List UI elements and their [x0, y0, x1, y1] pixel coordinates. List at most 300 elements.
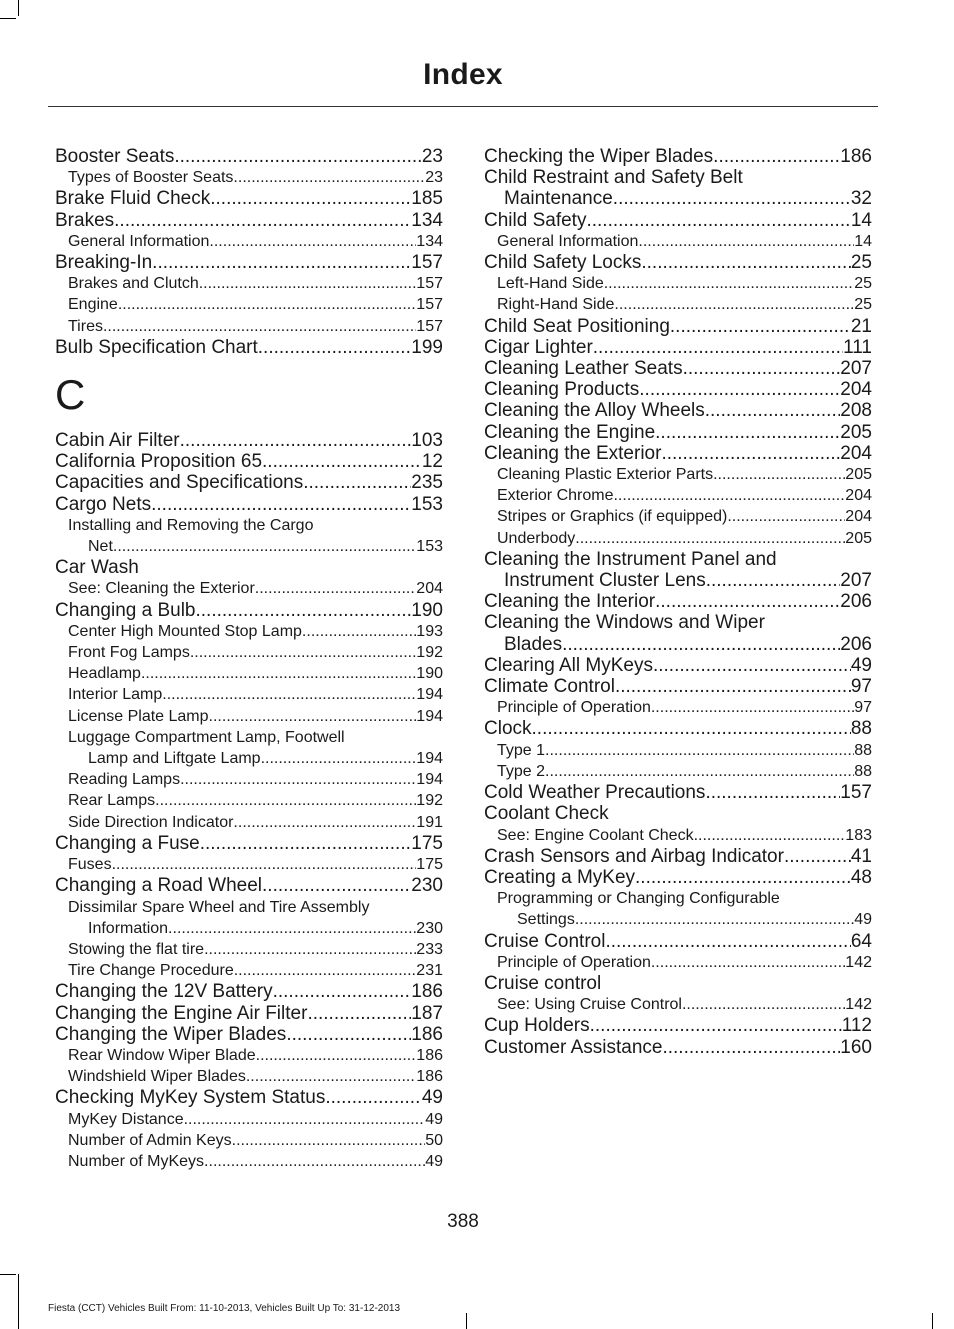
leader-dots	[168, 918, 416, 939]
leader-dots	[655, 422, 840, 443]
entry-text: Rear Lamps	[68, 792, 156, 810]
leader-dots	[256, 1045, 417, 1066]
index-entry	[484, 782, 872, 803]
leader-dots	[586, 210, 850, 231]
index-subentry	[484, 888, 872, 930]
entry-continuation: Settings	[517, 911, 575, 929]
entry-page-number: 199	[411, 336, 443, 358]
index-subentry	[55, 316, 443, 337]
leader-dots	[210, 188, 411, 209]
entry-page-number: 14	[854, 232, 872, 250]
index-subentry	[55, 939, 443, 960]
leader-dots	[155, 790, 416, 811]
entry-text: Reading Lamps	[68, 771, 181, 789]
entry-continuation: Net	[88, 538, 113, 556]
index-subentry	[484, 231, 872, 252]
entry-text: Center High Mounted Stop Lamp	[68, 622, 302, 640]
entry-page-number: 193	[416, 622, 443, 640]
leader-dots	[246, 1066, 416, 1087]
entry-page-number: 134	[416, 232, 443, 250]
entry-page-number: 206	[840, 591, 872, 613]
index-entry	[55, 875, 443, 896]
entry-page-number: 97	[854, 699, 872, 717]
index-subentry	[55, 621, 443, 642]
entry-text: Changing a Fuse	[55, 832, 200, 854]
entry-text: Cleaning the Exterior	[484, 442, 662, 464]
index-entry	[484, 931, 872, 952]
index-subentry	[55, 960, 443, 981]
index-subentry	[484, 464, 872, 485]
leader-dots	[638, 231, 854, 252]
entry-page-number: 204	[845, 508, 872, 526]
index-column-right	[484, 146, 872, 1058]
index-subentry	[55, 1151, 443, 1172]
leader-dots	[653, 655, 851, 676]
entry-text: Brakes	[55, 209, 115, 231]
leader-dots	[233, 167, 425, 188]
entry-text: Brakes and Clutch	[68, 275, 199, 293]
entry-text: Number of Admin Keys	[68, 1131, 232, 1149]
entry-text: Child Seat Positioning	[484, 315, 670, 337]
title-rule	[48, 106, 878, 107]
entry-page-number: 157	[411, 252, 443, 274]
entry-text: Tires	[68, 317, 103, 335]
leader-dots	[325, 1087, 422, 1108]
entry-page-number: 49	[425, 1110, 443, 1128]
entry-page-number: 230	[411, 875, 443, 897]
entry-text: Dissimilar Spare Wheel and Tire Assembly	[68, 898, 370, 916]
index-subentry	[55, 167, 443, 188]
index-subentry	[55, 1130, 443, 1151]
index-entry	[484, 167, 872, 209]
entry-text: Stripes or Graphics (if equipped)	[497, 508, 728, 526]
entry-text: Programming or Changing Configurable	[497, 890, 780, 908]
crop-mark	[0, 1274, 16, 1275]
entry-text: Climate Control	[484, 676, 615, 698]
index-entry	[484, 591, 872, 612]
leader-dots	[661, 443, 840, 464]
entry-text: Cold Weather Precautions	[484, 782, 706, 804]
index-entry	[55, 1003, 443, 1024]
leader-dots	[613, 188, 851, 209]
leader-dots	[604, 273, 854, 294]
index-entry	[484, 400, 872, 421]
entry-page-number: 186	[416, 1068, 443, 1086]
entry-page-number: 49	[421, 1087, 443, 1109]
entry-page-number: 194	[416, 771, 443, 789]
index-subentry	[484, 485, 872, 506]
entry-text: Customer Assistance	[484, 1036, 663, 1058]
leader-dots	[713, 146, 840, 167]
entry-page-number: 112	[841, 1015, 872, 1037]
leader-dots	[727, 506, 845, 527]
index-entry	[484, 443, 872, 464]
entry-page-number: 134	[411, 209, 443, 231]
leader-dots	[209, 231, 416, 252]
index-subentry	[55, 897, 443, 939]
index-entry	[484, 1037, 872, 1058]
index-entry	[484, 146, 872, 167]
entry-text: Clock	[484, 718, 532, 740]
entry-page-number: 186	[416, 1046, 443, 1064]
index-entry	[55, 472, 443, 493]
leader-dots	[706, 570, 841, 591]
index-section-letter: C	[55, 371, 86, 419]
entry-page-number: 103	[411, 430, 443, 452]
index-entry	[484, 252, 872, 273]
entry-text: Clearing All MyKeys	[484, 654, 653, 676]
entry-text: See: Using Cruise Control	[497, 996, 682, 1014]
entry-text: Installing and Removing the Cargo	[68, 516, 314, 534]
index-subentry	[55, 854, 443, 875]
index-subentry	[484, 952, 872, 973]
leader-dots	[180, 769, 416, 790]
entry-text: Cargo Nets	[55, 493, 152, 515]
entry-page-number: 194	[416, 686, 443, 704]
entry-page-number: 142	[845, 996, 872, 1014]
index-subentry	[484, 273, 872, 294]
index-subentry	[484, 761, 872, 782]
entry-page-number: 194	[416, 707, 443, 725]
entry-page-number: 153	[411, 493, 443, 515]
entry-page-number: 88	[850, 718, 872, 740]
leader-dots	[258, 337, 412, 358]
index-entry	[484, 358, 872, 379]
entry-page-number: 25	[854, 275, 872, 293]
entry-page-number: 14	[850, 209, 872, 231]
index-heading: Coolant Check	[484, 803, 609, 825]
leader-dots	[261, 748, 417, 769]
entry-page-number: 88	[854, 741, 872, 759]
index-subentry	[55, 684, 443, 705]
leader-dots	[705, 400, 841, 421]
leader-dots	[303, 472, 411, 493]
index-entry	[484, 846, 872, 867]
entry-page-number: 153	[416, 538, 443, 556]
index-subentry	[55, 231, 443, 252]
entry-page-number: 111	[843, 336, 872, 358]
entry-text: Cup Holders	[484, 1015, 590, 1037]
index-subentry	[55, 642, 443, 663]
entry-text: Cleaning Products	[484, 379, 640, 401]
leader-dots	[575, 528, 845, 549]
leader-dots	[262, 875, 411, 896]
leader-dots	[635, 867, 851, 888]
entry-page-number: 41	[850, 845, 872, 867]
index-subentry	[484, 697, 872, 718]
entry-text: Creating a MyKey	[484, 866, 636, 888]
leader-dots	[605, 931, 850, 952]
entry-text: Number of MyKeys	[68, 1152, 205, 1170]
entry-text: Fuses	[68, 856, 112, 874]
index-entry	[55, 1024, 443, 1045]
entry-page-number: 48	[850, 866, 872, 888]
leader-dots	[532, 718, 851, 739]
entry-text: See: Engine Coolant Check	[497, 826, 694, 844]
leader-dots	[683, 358, 841, 379]
leader-dots	[545, 740, 854, 761]
entry-page-number: 23	[425, 169, 443, 187]
entry-page-number: 186	[411, 1023, 443, 1045]
leader-dots	[639, 379, 840, 400]
leader-dots	[113, 536, 416, 557]
leader-dots	[200, 833, 412, 854]
leader-dots	[651, 952, 845, 973]
entry-continuation: Instrument Cluster Lens	[504, 570, 706, 592]
leader-dots	[180, 430, 412, 451]
index-entry	[55, 600, 443, 621]
entry-text: Brake Fluid Check	[55, 188, 211, 210]
entry-page-number: 205	[840, 421, 872, 443]
index-subentry	[55, 706, 443, 727]
leader-dots	[614, 294, 854, 315]
entry-page-number: 12	[421, 451, 443, 473]
entry-page-number: 25	[850, 252, 872, 274]
index-entry	[484, 379, 872, 400]
index-entry	[55, 146, 443, 167]
entry-text: Cleaning the Engine	[484, 421, 656, 443]
index-entry	[55, 252, 443, 273]
page-number: 388	[447, 1211, 479, 1232]
entry-text: Child Restraint and Safety Belt	[484, 167, 743, 189]
entry-text: Underbody	[497, 529, 576, 547]
leader-dots	[174, 146, 422, 167]
page-title: Index	[423, 58, 503, 91]
leader-dots	[184, 1109, 426, 1130]
leader-dots	[114, 210, 411, 231]
entry-text: Interior Lamp	[68, 686, 163, 704]
index-entry	[484, 612, 872, 654]
index-entry	[484, 676, 872, 697]
entry-page-number: 204	[416, 580, 443, 598]
leader-dots	[151, 494, 411, 515]
entry-page-number: 88	[854, 762, 872, 780]
entry-page-number: 204	[840, 379, 872, 401]
footer-text: Fiesta (CCT) Vehicles Built From: 11-10-2013, Vehicles Built Up To: 31-12-2013	[48, 1303, 401, 1314]
index-subentry	[55, 578, 443, 599]
entry-page-number: 64	[850, 930, 872, 952]
leader-dots	[118, 294, 416, 315]
leader-dots	[196, 600, 412, 621]
leader-dots	[682, 994, 845, 1015]
entry-continuation: Lamp and Liftgate Lamp	[88, 750, 261, 768]
entry-page-number: 21	[850, 315, 872, 337]
entry-page-number: 160	[840, 1036, 872, 1058]
entry-text: Breaking-In	[55, 252, 153, 274]
index-subentry	[55, 1045, 443, 1066]
index-heading: Car Wash	[55, 557, 139, 579]
entry-text: California Proposition 65	[55, 451, 263, 473]
entry-text: Left-Hand Side	[497, 275, 604, 293]
entry-text: MyKey Distance	[68, 1110, 184, 1128]
leader-dots	[575, 909, 854, 930]
entry-page-number: 230	[416, 919, 443, 937]
index-heading: Cruise control	[484, 972, 602, 994]
entry-page-number: 207	[840, 570, 872, 592]
entry-page-number: 157	[416, 275, 443, 293]
leader-dots	[784, 846, 851, 867]
leader-dots	[112, 854, 417, 875]
index-entry	[484, 337, 872, 358]
index-subentry	[55, 663, 443, 684]
entry-text: Cleaning the Interior	[484, 591, 656, 613]
crop-mark	[466, 1313, 467, 1329]
entry-text: License Plate Lamp	[68, 707, 209, 725]
entry-page-number: 157	[416, 317, 443, 335]
entry-text: Cleaning the Instrument Panel and	[484, 548, 777, 570]
index-entry	[484, 1015, 872, 1036]
leader-dots	[307, 1003, 411, 1024]
entry-page-number: 190	[416, 665, 443, 683]
index-entry	[484, 718, 872, 739]
entry-text: Cleaning Plastic Exterior Parts	[497, 466, 714, 484]
index-subentry	[55, 1066, 443, 1087]
entry-text: See: Cleaning the Exterior	[68, 580, 255, 598]
entry-text: Principle of Operation	[497, 953, 651, 971]
leader-dots	[662, 1037, 840, 1058]
crop-mark	[0, 18, 16, 19]
entry-page-number: 191	[416, 813, 443, 831]
leader-dots	[651, 697, 854, 718]
leader-dots	[162, 684, 416, 705]
entry-text: Windshield Wiper Blades	[68, 1068, 246, 1086]
index-subentry	[55, 1109, 443, 1130]
leader-dots	[593, 337, 843, 358]
entry-text: Types of Booster Seats	[68, 169, 234, 187]
entry-page-number: 231	[416, 962, 443, 980]
leader-dots	[286, 1024, 411, 1045]
entry-page-number: 175	[411, 832, 443, 854]
entry-page-number: 190	[411, 599, 443, 621]
index-subentry	[484, 528, 872, 549]
leader-dots	[641, 252, 851, 273]
entry-text: Exterior Chrome	[497, 487, 614, 505]
leader-dots	[273, 981, 412, 1002]
entry-text: Stowing the flat tire	[68, 940, 205, 958]
leader-dots	[615, 676, 851, 697]
leader-dots	[613, 485, 845, 506]
entry-text: Right-Hand Side	[497, 296, 615, 314]
entry-text: Luggage Compartment Lamp, Footwell	[68, 728, 345, 746]
leader-dots	[255, 578, 417, 599]
entry-page-number: 97	[850, 676, 872, 698]
entry-text: Cleaning Leather Seats	[484, 358, 683, 380]
index-subentry	[55, 294, 443, 315]
entry-text: Principle of Operation	[497, 699, 651, 717]
index-entry	[55, 1087, 443, 1108]
leader-dots	[694, 825, 846, 846]
index-entry	[484, 549, 872, 591]
leader-dots	[705, 782, 840, 803]
entry-page-number: 32	[850, 188, 872, 210]
index-entry	[55, 337, 443, 358]
entry-continuation: Maintenance	[504, 188, 613, 210]
entry-page-number: 50	[425, 1131, 443, 1149]
crop-mark	[18, 0, 19, 16]
entry-page-number: 233	[416, 940, 443, 958]
leader-dots	[209, 706, 417, 727]
index-subentry	[484, 994, 872, 1015]
entry-page-number: 157	[416, 296, 443, 314]
index-entry	[55, 451, 443, 472]
entry-text: Bulb Specification Chart	[55, 336, 258, 358]
index-entry	[55, 210, 443, 231]
entry-text: Changing the 12V Battery	[55, 981, 273, 1003]
entry-continuation: Blades	[504, 633, 563, 655]
entry-text: Changing a Road Wheel	[55, 875, 263, 897]
entry-text: Cruise Control	[484, 930, 606, 952]
leader-dots	[141, 663, 416, 684]
entry-page-number: 157	[840, 782, 872, 804]
entry-text: Cabin Air Filter	[55, 430, 180, 452]
crop-mark	[18, 1274, 19, 1329]
index-subentry	[484, 825, 872, 846]
entry-text: Type 2	[497, 762, 546, 780]
entry-text: Cleaning the Windows and Wiper	[484, 612, 765, 634]
index-subentry	[55, 769, 443, 790]
entry-text: Cigar Lighter	[484, 336, 593, 358]
entry-text: Checking MyKey System Status	[55, 1087, 326, 1109]
entry-page-number: 142	[845, 953, 872, 971]
index-column-left	[55, 146, 443, 1172]
leader-dots	[204, 939, 416, 960]
leader-dots	[713, 464, 845, 485]
index-entry	[55, 833, 443, 854]
leader-dots	[545, 761, 854, 782]
index-entry	[484, 867, 872, 888]
entry-page-number: 204	[845, 487, 872, 505]
entry-text: Front Fog Lamps	[68, 644, 190, 662]
entry-text: Rear Window Wiper Blade	[68, 1046, 256, 1064]
entry-page-number: 186	[840, 146, 872, 167]
index-entry	[484, 422, 872, 443]
leader-dots	[103, 316, 416, 337]
entry-text: General Information	[68, 232, 210, 250]
entry-page-number: 187	[411, 1002, 443, 1024]
entry-page-number: 208	[840, 400, 872, 422]
entry-page-number: 183	[845, 826, 872, 844]
entry-text: Cleaning the Alloy Wheels	[484, 400, 705, 422]
index-subentry	[55, 273, 443, 294]
entry-text: Child Safety Locks	[484, 252, 642, 274]
index-subentry	[484, 294, 872, 315]
leader-dots	[152, 252, 411, 273]
entry-page-number: 205	[845, 529, 872, 547]
leader-dots	[562, 634, 840, 655]
leader-dots	[655, 591, 840, 612]
entry-text: Tire Change Procedure	[68, 962, 234, 980]
index-subentry	[55, 727, 443, 769]
index-subentry	[484, 506, 872, 527]
index-subentry	[484, 740, 872, 761]
entry-text: Crash Sensors and Airbag Indicator	[484, 845, 784, 867]
crop-mark	[932, 1313, 933, 1329]
entry-text: Changing the Engine Air Filter	[55, 1002, 308, 1024]
entry-text: Changing a Bulb	[55, 599, 196, 621]
entry-page-number: 204	[840, 442, 872, 464]
entry-text: Child Safety	[484, 209, 587, 231]
entry-page-number: 194	[416, 750, 443, 768]
leader-dots	[204, 1151, 425, 1172]
entry-text: Type 1	[497, 741, 546, 759]
entry-page-number: 192	[416, 644, 443, 662]
entry-page-number: 49	[425, 1152, 443, 1170]
leader-dots	[232, 1130, 426, 1151]
index-subentry	[55, 812, 443, 833]
entry-page-number: 207	[840, 358, 872, 380]
leader-dots	[302, 621, 416, 642]
entry-page-number: 49	[850, 654, 872, 676]
